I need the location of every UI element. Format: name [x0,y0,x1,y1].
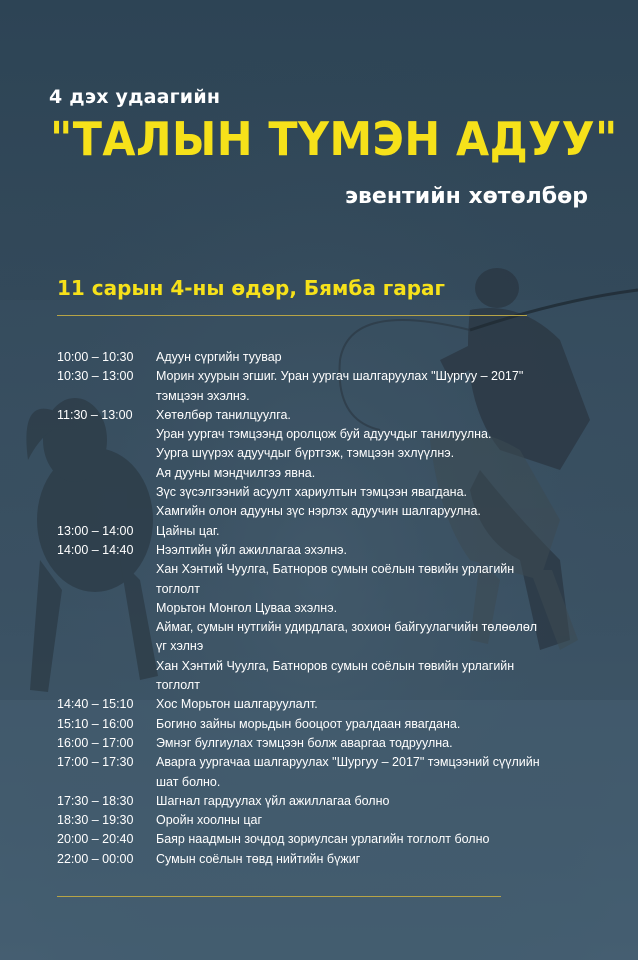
schedule-description [156,830,617,849]
schedule-line: Цайны цаг. [156,523,220,538]
date-heading: 11 сарын 4-ны өдөр, Бямба гараг [57,276,445,300]
schedule-line: Уран уургач тэмцээнд оролцож буй адуучдыг танилуулна. [156,427,492,442]
schedule-time: 11:30 – 13:00 [57,407,133,422]
schedule-item [57,734,617,753]
schedule-description [156,367,617,406]
schedule-line: тоглолт [156,581,200,596]
schedule-time: 20:00 – 20:40 [57,832,134,847]
schedule-time: 13:00 – 14:00 [57,523,134,538]
schedule-time: 10:30 – 13:00 [57,369,134,384]
schedule-item [57,850,617,869]
schedule-time: 10:00 – 10:30 [57,350,134,364]
schedule-line: Оройн хоолны цаг [156,813,263,828]
schedule-time: 22:00 – 00:00 [57,851,134,866]
schedule-line: шат болно. [156,774,221,789]
schedule-description [156,522,617,541]
schedule-item [57,406,617,522]
schedule-item [57,830,617,849]
schedule-time: 17:30 – 18:30 [57,793,134,808]
schedule-description [156,715,617,734]
schedule-time: 18:30 – 19:30 [57,813,134,828]
schedule-line: Сумын соёлын төвд нийтийн бүжиг [156,851,361,866]
schedule-item [57,695,617,714]
schedule-line: Шагнал гардуулах үйл ажиллагаа болно [156,793,390,808]
schedule-item [57,811,617,830]
schedule-line: Морин хуурын эгшиг. Уран уургач шалгаруулах "Шургуу – 2017" [156,369,524,384]
schedule-line: Хан Хэнтий Чуулга, Батноров сумын соёлын төвийн урлагийн [156,658,515,673]
schedule-time: 14:00 – 14:40 [57,542,134,557]
schedule-description [156,348,617,367]
schedule-time: 17:00 – 17:30 [57,755,134,770]
schedule-item [57,522,617,541]
schedule-line: Богино зайны морьдын бооцоот уралдаан явагдана. [156,716,461,731]
schedule-description [156,406,617,522]
schedule-line: Уурга шүүрэх адуучдыг бүртгэж, тэмцээн эхлүүлнэ. [156,446,455,461]
schedule-line: Морьтон Монгол Цуваа эхэлнэ. [156,600,338,615]
schedule-item [57,348,617,367]
schedule-item [57,753,617,792]
schedule-line: Хос Морьтон шалгаруулалт. [156,697,318,712]
schedule-item [57,792,617,811]
top-divider [57,315,527,316]
schedule-line: үг хэлнэ [156,639,204,654]
schedule-line: Нээлтийн үйл ажиллагаа эхэлнэ. [156,542,348,557]
schedule-description [156,541,617,695]
schedule-item [57,715,617,734]
schedule-list [57,348,617,869]
schedule-line: Баяр наадмын зочдод зориулсан урлагийн тоглолт болно [156,832,490,847]
schedule-line: тоглолт [156,678,200,693]
schedule-line: Эмнэг булгиулах тэмцээн болж аваргаа тодруулна. [156,735,453,750]
schedule-line: тэмцээн эхэлнэ. [156,388,250,403]
schedule-description [156,792,617,811]
schedule-line: Хамгийн олон адууны зүс нэрлэх адуучин шалгаруулна. [156,504,481,519]
schedule-line: Хан Хэнтий Чуулга, Батноров сумын соёлын төвийн урлагийн [156,562,515,577]
schedule-description [156,753,617,792]
schedule-time: 15:10 – 16:00 [57,716,134,731]
schedule-description [156,811,617,830]
schedule-line: Адуун сүргийн туувар [156,350,282,364]
schedule-line: Зүс зүсэлгээний асуулт хариултын тэмцээн явагдана. [156,485,467,500]
event-title: "ТАЛЫН ТҮМЭН АДУУ" [50,112,618,166]
program-subtitle: эвентийн хөтөлбөр [344,184,588,209]
schedule-line: Аварга уургачаа шалгаруулах "Шургуу – 2017" тэмцээний сүүлийн [156,755,540,770]
schedule-item [57,541,617,695]
schedule-description [156,734,617,753]
schedule-line: Ая дууны мэндчилгээ явна. [156,465,316,480]
schedule-description [156,850,617,869]
schedule-item [57,367,617,406]
schedule-time: 14:40 – 15:10 [57,697,134,712]
schedule-time: 16:00 – 17:00 [57,735,134,750]
schedule-line: Хөтөлбөр танилцуулга. [156,407,291,422]
schedule-line: Аймаг, сумын нутгийн удирдлага, зохион байгуулагчийн төлөөлөл [156,620,538,635]
edition-label: 4 дэх удаагийн [49,86,221,108]
schedule-description [156,695,617,714]
bottom-divider [57,896,501,897]
